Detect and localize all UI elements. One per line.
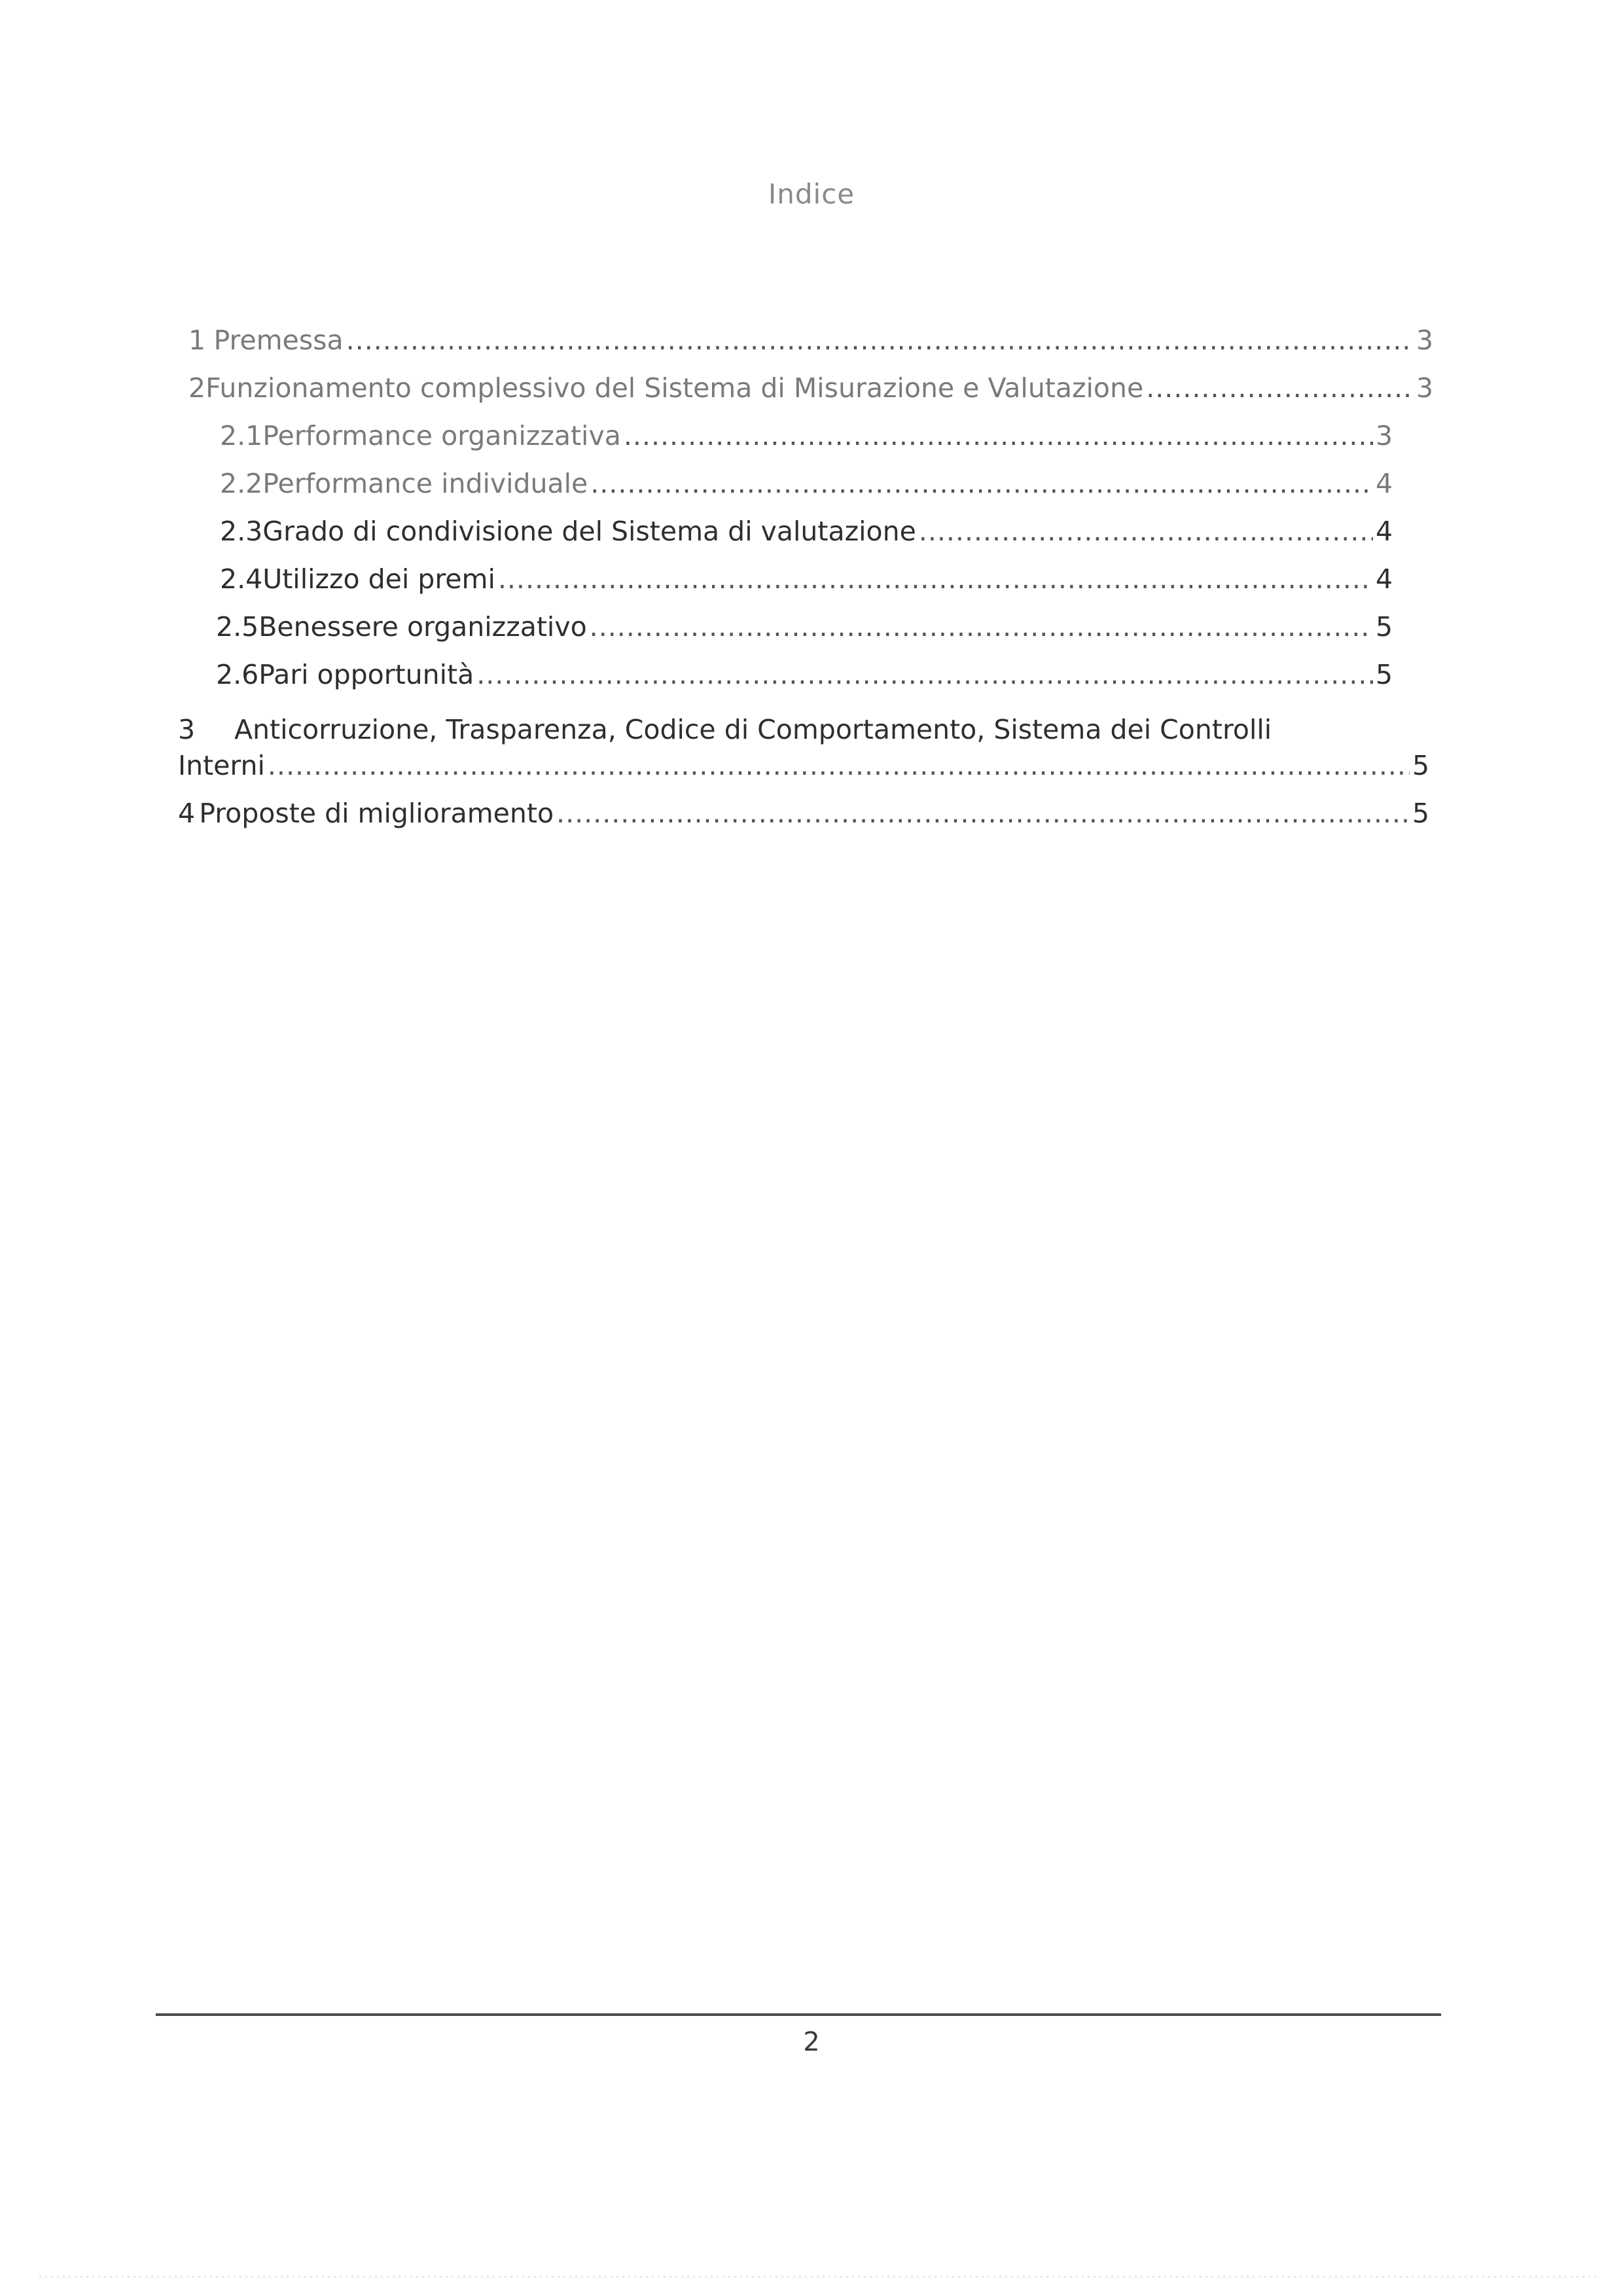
toc-entry-page: 5 [1412,798,1430,829]
toc-leader-dots [590,464,1373,503]
page-number: 2 [803,2027,820,2057]
toc-entry-title: Funzionamento complessivo del Sistema di Misurazione e Valutazione [205,372,1144,404]
toc-entry-number: 1 [188,325,206,356]
toc-entry-number: 2.6 [216,659,259,690]
toc-entry-3-line2[interactable] [178,746,1428,785]
toc-entry-page: 5 [1376,659,1393,690]
toc-entry-page: 5 [1412,750,1430,781]
toc-entry-2-1[interactable] [220,416,1391,455]
toc-entry-1[interactable] [188,321,1432,360]
toc-entry-number: 2.4 [220,563,263,595]
toc-entry-title: Proposte di miglioramento [199,798,554,829]
toc-entry-page: 5 [1376,611,1393,643]
toc-entry-number: 2 [188,372,206,404]
toc-entry-title: Performance organizzativa [262,420,621,451]
toc-entry-number: 2.2 [220,468,263,499]
toc-leader-dots [919,512,1373,551]
toc-entry-2[interactable] [188,368,1432,408]
toc-entry-title: Pari opportunità [259,659,474,690]
toc-entry-title: Utilizzo dei premi [262,563,495,595]
toc-entry-2-4[interactable] [220,559,1391,599]
toc-entry-2-5[interactable] [216,607,1391,646]
scan-edge-noise [39,2276,1597,2278]
toc-entry-title-continued: Interni [178,750,265,781]
toc-entry-number: 2.1 [220,420,263,451]
toc-entry-number: 4 [178,798,196,829]
toc-entry-page: 4 [1376,516,1393,547]
toc-leader-dots [556,794,1410,833]
toc-entry-page: 3 [1416,325,1434,356]
toc-entry-page: 3 [1416,372,1434,404]
toc-entry-title: Benessere organizzativo [259,611,587,643]
toc-entry-3-line1[interactable] [178,710,1272,749]
toc-entry-page: 4 [1376,563,1393,595]
toc-leader-dots [346,321,1414,360]
toc-leader-dots [476,655,1373,694]
toc-entry-title: Performance individuale [262,468,588,499]
toc-entry-2-3[interactable] [220,512,1391,551]
toc-leader-dots [590,607,1373,646]
toc-leader-dots [1146,368,1414,408]
toc-entry-number: 2.3 [220,516,263,547]
toc-title: Indice [768,178,855,210]
toc-entry-number: 2.5 [216,611,259,643]
toc-entry-title: Premessa [213,325,344,356]
toc-leader-dots [498,559,1373,599]
toc-entry-title: Grado di condivisione del Sistema di valutazione [262,516,916,547]
footer-rule [156,2013,1441,2016]
toc-entry-page: 3 [1376,420,1393,451]
toc-leader-dots [268,746,1410,785]
toc-entry-page: 4 [1376,468,1393,499]
toc-entry-title: Anticorruzione, Trasparenza, Codice di Comportamento, Sistema dei Controlli [234,714,1272,745]
toc-entry-4[interactable] [178,794,1428,833]
toc-entry-2-6[interactable] [216,655,1391,694]
toc-entry-number: 3 [178,714,196,745]
toc-leader-dots [624,416,1373,455]
toc-entry-2-2[interactable] [220,464,1391,503]
